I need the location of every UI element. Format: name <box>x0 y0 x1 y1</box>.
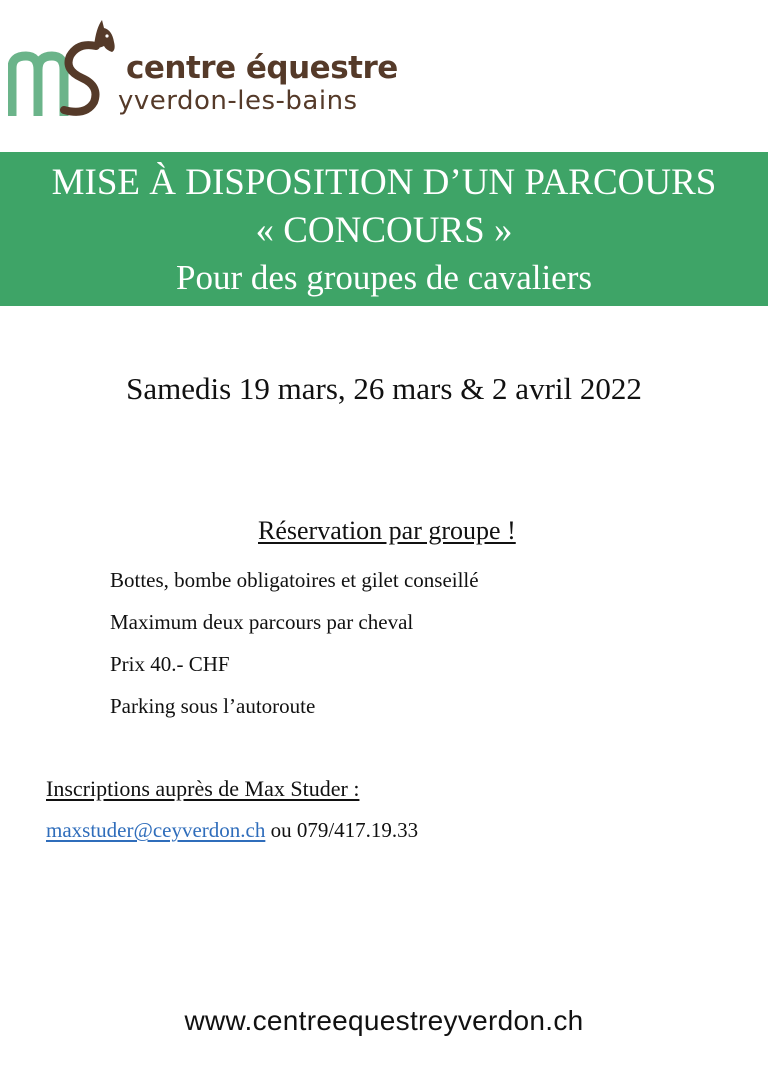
email-link[interactable]: maxstuder@ceyverdon.ch <box>46 818 266 842</box>
banner-title-line2: « CONCOURS » <box>255 210 513 251</box>
list-item: Maximum deux parcours par cheval <box>110 610 414 634</box>
logo-title: centre équestre <box>126 50 398 86</box>
contact-separator: ou <box>270 818 292 842</box>
logo <box>8 16 408 120</box>
title-banner <box>0 152 768 306</box>
list-item: Parking sous l’autoroute <box>110 694 316 718</box>
contact-phone: 079/417.19.33 <box>296 818 419 842</box>
contact-line <box>46 818 418 843</box>
list-item: Bottes, bombe obligatoires et gilet conseillé <box>110 568 479 592</box>
banner-subtitle: Pour des groupes de cavaliers <box>176 258 592 297</box>
logo-subtitle: yverdon-les-bains <box>118 86 358 116</box>
website-url: www.centreequestreyverdon.ch <box>184 1005 584 1036</box>
info-list <box>110 568 479 736</box>
list-item: Prix 40.- CHF <box>110 652 230 676</box>
contact-heading: Inscriptions auprès de Max Studer : <box>46 776 360 801</box>
logo-ms-horse-icon <box>8 16 126 120</box>
event-dates: Samedis 19 mars, 26 mars & 2 avril 2022 <box>126 371 642 406</box>
reservation-heading: Réservation par groupe ! <box>258 516 516 545</box>
banner-title-line1: MISE À DISPOSITION D’UN PARCOURS <box>51 162 717 203</box>
